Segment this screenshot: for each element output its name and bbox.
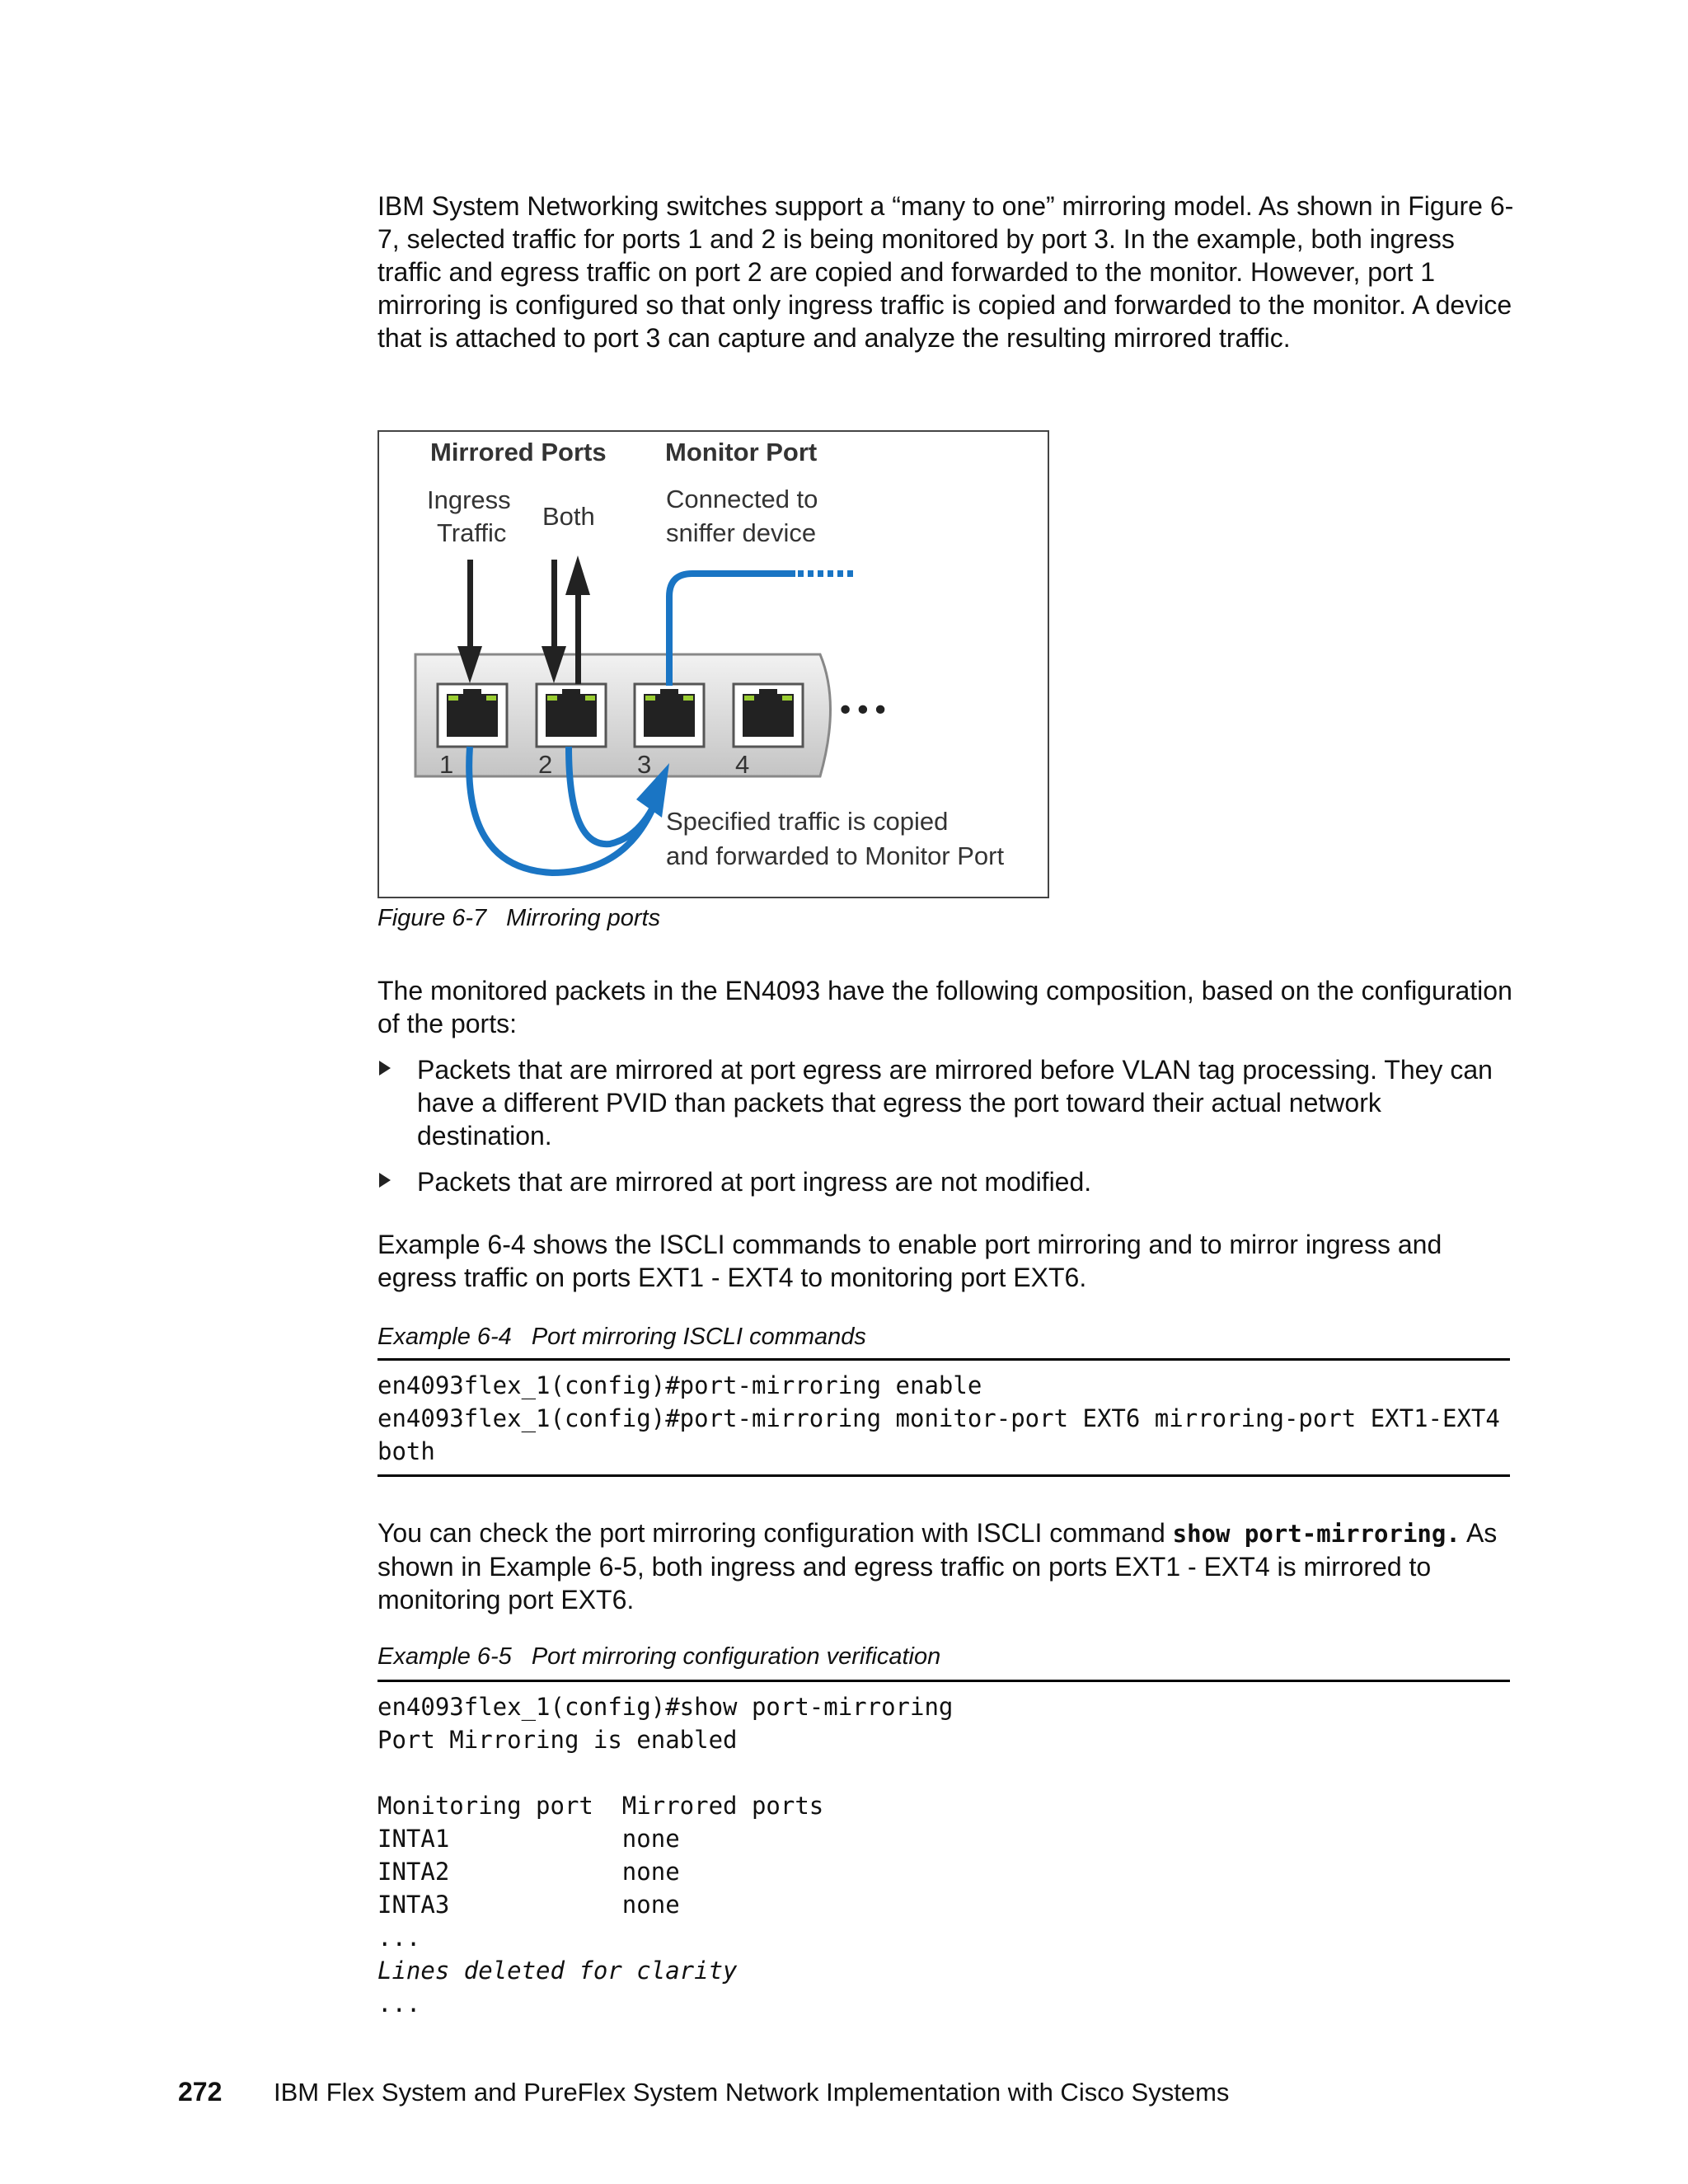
figure-title: Mirroring ports: [506, 905, 661, 931]
ingress-label-line2: Traffic: [437, 518, 507, 547]
book-title: IBM Flex System and PureFlex System Network Implementation with Cisco Systems: [274, 2078, 1230, 2107]
inline-command: show port-mirroring.: [1172, 1520, 1461, 1548]
code-line: INTA2 none: [377, 1858, 680, 1886]
both-label: Both: [542, 502, 595, 531]
code-line: Lines deleted for clarity: [377, 1957, 738, 1985]
connected-label-line2: sniffer device: [666, 518, 817, 547]
code-line: Port Mirroring is enabled: [377, 1726, 738, 1754]
page-number: 272: [178, 2077, 223, 2107]
example-4-number: Example 6-4: [377, 1324, 512, 1350]
bullet-item: [377, 1165, 1515, 1198]
port-2: [537, 684, 606, 747]
check-paragraph: [377, 1516, 1515, 1616]
bullet-text: Packets that are mirrored at port ingress are not modified.: [417, 1167, 1092, 1197]
check-text-after: As shown in Example 6-5, both ingress and egress traffic on ports EXT1 - EXT4 is mirrored to monitoring port EXT6.: [377, 1518, 1498, 1615]
example-5-caption: [377, 1642, 940, 1671]
copied-label-line1: Specified traffic is copied: [666, 807, 949, 836]
check-text-before: You can check the port mirroring configuration with ISCLI command: [377, 1518, 1173, 1548]
port-number-3: 3: [637, 750, 652, 779]
code-line: en4093flex_1(config)#show port-mirroring: [377, 1693, 954, 1721]
mirroring-diagram: [379, 432, 1051, 900]
example-4-caption: [377, 1322, 866, 1352]
bullet-item: [377, 1053, 1515, 1152]
code-line: ...: [377, 1990, 421, 2018]
monitor-port-heading: Monitor Port: [665, 438, 818, 466]
code-line: en4093flex_1(config)#port-mirroring monitor-port EXT6 mirroring-port EXT1-EXT4: [377, 1404, 1500, 1432]
port-number-2: 2: [538, 750, 553, 779]
bullet-triangle-icon: [379, 1061, 391, 1076]
code-line: ...: [377, 1924, 421, 1952]
ingress-label-line1: Ingress: [427, 485, 511, 514]
mirroring-ports-figure: [377, 430, 1049, 898]
connected-label-line1: Connected to: [666, 485, 818, 513]
example-5-title: Port mirroring configuration verification: [531, 1643, 941, 1670]
port-1: [438, 684, 507, 747]
port-4: [734, 684, 803, 747]
copied-label-line2: and forwarded to Monitor Port: [666, 841, 1005, 870]
code-line: en4093flex_1(config)#port-mirroring enable: [377, 1371, 982, 1399]
page-footer: [178, 2075, 1229, 2109]
code-line: Monitoring port Mirrored ports: [377, 1792, 824, 1820]
code-line: INTA3 none: [377, 1891, 680, 1919]
bullet-list: [377, 1053, 1515, 1212]
example-5-code: [377, 1680, 1510, 2027]
example-5-number: Example 6-5: [377, 1643, 512, 1670]
composition-paragraph: The monitored packets in the EN4093 have the following composition, based on the configuration of the ports:: [377, 976, 1512, 1038]
more-ports-ellipsis: •••: [837, 694, 889, 728]
mirrored-ports-heading: Mirrored Ports: [430, 438, 607, 466]
port-number-1: 1: [439, 750, 454, 779]
example-4-title: Port mirroring ISCLI commands: [531, 1324, 866, 1350]
port-3: [635, 684, 704, 747]
figure-number: Figure 6-7: [377, 905, 487, 931]
example-intro-paragraph: Example 6-4 shows the ISCLI commands to enable port mirroring and to mirror ingress and egress traffic on ports EXT1 - EXT4 to monitoring port EXT6.: [377, 1230, 1442, 1292]
bullet-triangle-icon: [379, 1173, 391, 1188]
example-4-code: [377, 1358, 1510, 1477]
bullet-text: Packets that are mirrored at port egress are mirrored before VLAN tag processing. They can have a different PVID than packets that egress the port toward their actual network destination.: [417, 1055, 1493, 1151]
intro-paragraph: IBM System Networking switches support a “many to one” mirroring model. As shown in Figure 6-7, selected traffic for ports 1 and 2 is being monitored by port 3. In the example, both ingress traffic and egress traffic on port 2 are copied and forwarded to the monitor. However, port 1 mirroring is configured so that only ingress traffic is copied and forwarded to the monitor. A device that is attached to port 3 can capture and analyze the resulting mirrored traffic.: [377, 191, 1514, 353]
figure-caption: [377, 903, 660, 933]
code-line: both: [377, 1437, 435, 1465]
port-number-4: 4: [735, 750, 750, 779]
code-line: INTA1 none: [377, 1825, 680, 1853]
code-line: [377, 1756, 1510, 1789]
